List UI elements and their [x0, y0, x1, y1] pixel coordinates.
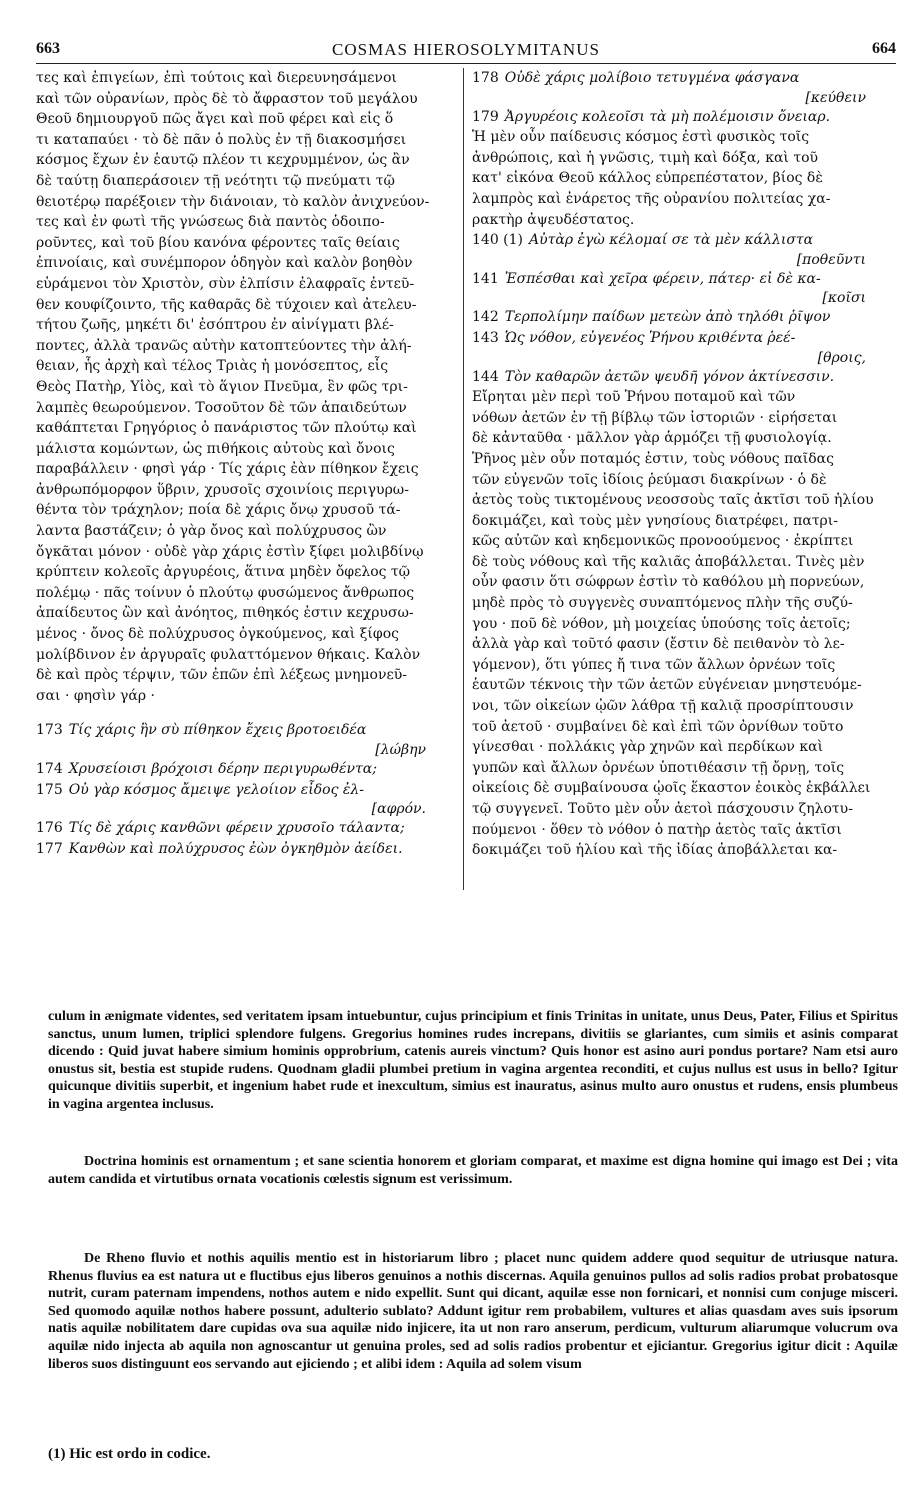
- header-rule: [36, 63, 896, 64]
- greek-column-right: [472, 68, 896, 861]
- prose-line: μολίβδινον ἐν ἀργυραῖς φυλαττόμενον θήκαις. Καλὸν: [36, 646, 421, 663]
- prose-line: ροῦντες, καὶ τοῦ βίου κανόνα φέροντες ταῖς θείαις: [36, 234, 400, 251]
- latin-text-1: culum in ænigmate videntes, sed veritatem ipsam intuebuntur, cujus principium et finis Trinitas in unitate, unus Deus, Pater, Filius et Spiritus sanctus, unum lumen, triplici splendore fulgens. Gregorius homines rudes increpans, divitiis se glariantes, cum simiis et asinis comparat dicendo : Quid juvat habere simium hominis opprobrium, catenis aureis vinctum? Quis honor est asino auri pondus portare? Nam etsi auro onustus sit, bestia est stupide rudens. Quodnam gladii plumbei pretium in vagina argentea reconditi, et cujus nullus est usus in bello? Igitur quicunque divitiis superbit, et ingenium habet rude et inexcultum, simius est inauratus, asinus multo auro onustus et rudens, ensis plumbeus in vagina argentea inclusus.: [48, 1009, 898, 1112]
- prose-line: γίνεσθαι · πολλάκις γὰρ χηνῶν καὶ περδίκων καὶ: [472, 739, 824, 756]
- prose-line: λαμπὲς θεωρούμενον. Τοσοῦτον δὲ τῶν ἀπαιδεύτων: [36, 399, 407, 416]
- prose-line: σαι · φησὶν γάρ ·: [36, 687, 155, 704]
- prose-line: δοκιμάζει τοῦ ἡλίου καὶ τῆς ἰδίας ἀποβάλλεται κα-: [472, 842, 838, 859]
- verse-text: Τίς δὲ χάρις κανθῶνι φέρειν χρυσοῖο τάλαντα;: [68, 820, 405, 837]
- verse-text: Αὐτὰρ ἐγὼ κέλομαί σε τὰ μὲν κάλλιστα: [529, 232, 814, 249]
- verse-text: Χρυσείοισι βρόχοισι δέρην περιγυρωθέντα;: [68, 761, 377, 777]
- prose-line: δὲ κἀνταῦθα · μᾶλλον γὰρ ἁρμόζει τῇ φυσιολογίᾳ.: [472, 430, 832, 447]
- prose-line: τες καὶ ἐπιγείων, ἐπὶ τούτοις καὶ διερευνησάμενοι: [36, 70, 397, 86]
- verse-number: 141: [472, 270, 499, 287]
- verse-line: [36, 720, 456, 741]
- verse-line: [472, 307, 896, 328]
- prose-line: τήτου ζωῆς, μηκέτι δι' ἐσόπτρου ἐν αἰνίγματι βλέ-: [36, 317, 394, 334]
- prose-line: ἀνθρώποις, καὶ ἡ γνῶσις, τιμὴ καὶ δόξα, καὶ τοῦ: [472, 149, 819, 166]
- prose-line: κόσμος ἔχων ἐν ἑαυτῷ πλέον τι κεχρυμμένον, ὡς ἂν: [36, 152, 410, 169]
- prose-line: νοι, τῶν οἰκείων ᾠῶν λάθρα τῇ καλιᾷ προσρίπτουσιν: [472, 698, 854, 715]
- verse-line: [36, 818, 456, 839]
- footnote: (1) Hic est ordo in codice.: [48, 1446, 211, 1462]
- prose-line: γόμενον), ὅτι γύπες ἤ τινα τῶν ἄλλων ὀρνέων τοῖς: [472, 656, 836, 673]
- prose-line: τοῦ ἀετοῦ · συμβαίνει δὲ καὶ ἐπὶ τῶν ὀρνίθων τοῦτο: [472, 718, 844, 735]
- latin-paragraph-3: [48, 1250, 898, 1373]
- prose-line: θέντα τὸν τράχηλον; ποία δὲ χάρις ὄνῳ χρυσοῦ τά-: [36, 502, 401, 519]
- latin-text-3: De Rheno fluvio et nothis aquilis mentio est in historiarum libro ; placet nunc quidem addere quod sequitur de utriusque natura. Rhenus fluvius ea est natura ut e fluctibus ejus liberos genuinos a nothis discernas. Aquila genuinos pullos ad solis radios probat probatosque nutrit, curam paternam impendens, nothos autem e nido expellit. Sunt qui dicant, aquilæ esse non fornicari, et nonnisi cum conjuge misceri. Sed quomodo aquilæ nothos habere possunt, adulterio sublato? Addunt igitur rem probabilem, vultures et alias quasdam aves suis ipsorum natis aquilæ nobilitatem dare cupidas ova sua aquilæ nido injicere, ita ut non raro anserum, perdicum, vulturum aliarumque volucrum ova aquilæ nido injecta ab aquila non agnoscantur ut genuina proles, sed ad solis radios probentur et ejiciantur. Gregorius igitur dicit : Aquilæ liberos suos distinguunt eos servando aut ejiciendo ; et alibi idem : Aquila ad solem visum: [48, 1251, 898, 1372]
- prose-line: γου · ποῦ δὲ νόθον, μὴ μοιχείας ὑπούσης τοῖς ἀετοῖς;: [472, 615, 851, 632]
- verse-line: [36, 780, 456, 801]
- verse-text: Τίς χάρις ἣν σὺ πίθηκον ἔχεις βροτοειδέα: [68, 722, 367, 739]
- prose-line: δὲ ταύτῃ διαπεράσοιεν τῇ νεότητι τῷ πνεύματι τῷ: [36, 172, 395, 189]
- page-number-right: 664: [872, 40, 896, 57]
- prose-line: ἐπινοίαις, καὶ συνέμπορον ὁδηγὸν καὶ καλὸν βοηθὸν: [36, 255, 413, 272]
- prose-line: ὄγκᾶται μόνον · οὐδὲ γὰρ χάρις ἐστὶν ξίφει μολιβδίνῳ: [36, 543, 424, 560]
- verse-line: [472, 367, 896, 388]
- verse-number: 175: [36, 781, 63, 798]
- prose-line: κατ' εἰκόνα Θεοῦ κάλλος εὐπρεπέστατον, βίος δὲ: [472, 170, 823, 187]
- verse-continuation: [ποθεῦντι: [796, 251, 866, 268]
- verse-line: [472, 328, 896, 349]
- prose-line: παραβάλλειν · φησὶ γάρ · Τίς χάρις ἐὰν πίθηκον ἔχεις: [36, 461, 419, 478]
- prose-line: μένος · ὄνος δὲ πολύχρυσος ὀγκούμενος, καὶ ξίφος: [36, 626, 399, 643]
- prose-line: ἀλλὰ γὰρ καὶ τοῦτό φασιν (ἔστιν δὲ πειθανὸν τὸ λε-: [472, 636, 845, 653]
- verse-number: 178: [472, 70, 499, 86]
- latin-paragraph-2: [48, 1153, 898, 1188]
- verse-continuation: [αφρόν.: [371, 801, 426, 818]
- prose-line: θεν κουφίζοιντο, τῆς καθαρᾶς δὲ τύχοιεν καὶ ἀτελευ-: [36, 296, 417, 313]
- prose-line: τῶν εὐγενῶν τοῖς ἰδίοις ῥεύμασι διακρίνων · ὁ δὲ: [472, 471, 827, 488]
- verse-text: Τὸν καθαρῶν ἀετῶν ψευδῆ γόνον ἀκτίνεσσιν.: [504, 368, 835, 385]
- latin-paragraph-1: [48, 1008, 898, 1114]
- verse-number: 179: [472, 108, 499, 125]
- prose-line: δὲ τοὺς νόθους καὶ τῆς καλιᾶς ἀποβάλλεται. Τινὲς μὲν: [472, 553, 865, 570]
- prose-line: οὖν φασιν ὅτι σώφρων ἐστὶν τὸ καθόλου μὴ πορνεύων,: [472, 574, 865, 591]
- verse-number: 176: [36, 820, 63, 837]
- verse-number: 174: [36, 761, 63, 777]
- prose-line: πούμενοι · ὅθεν τὸ νόθον ὁ πατὴρ ἀετὸς ταῖς ἀκτῖσι: [472, 821, 842, 838]
- prose-line: ἀετὸς τοὺς τικτομένους νεοσσοὺς ταῖς ἀκτῖσι τοῦ ἡλίου: [472, 492, 874, 509]
- verse-number: 143: [472, 329, 499, 346]
- latin-text-2: Doctrina hominis est ornamentum ; et sane scientia honorem et gloriam comparat, et maxime est digna homine qui imago est Dei ; vita autem candida et virtutibus ornata vocationis cœlestis signum est verissimum.: [48, 1154, 898, 1187]
- page-number-left: 663: [36, 40, 60, 57]
- verse-line: [472, 107, 896, 128]
- column-divider: [463, 68, 464, 890]
- verse-text: Οὐ γὰρ κόσμος ἄμειψε γελοίιον εἶδος ἐλ-: [68, 781, 364, 798]
- verse-line: [472, 230, 896, 251]
- prose-line: ἀνθρωπόμορφον ὕβριν, χρυσοῖς σχοινίοις περιγυρω-: [36, 481, 409, 498]
- prose-line: Εἴρηται μὲν περὶ τοῦ Ῥήνου ποταμοῦ καὶ τῶν: [472, 389, 796, 406]
- prose-line: ποντες, ἀλλὰ τρανῶς αὐτὴν κατοπτεύοντες τὴν ἀλή-: [36, 337, 412, 354]
- verse-number: 144: [472, 368, 499, 385]
- verse-number: 140 (1): [472, 232, 524, 249]
- prose-line: οἰκείοις δὲ συμβαίνουσα ᾠοῖς ἕκαστον ἐοικὸς ἐκβάλλει: [472, 780, 871, 797]
- prose-line: Ῥῆνος μὲν οὖν ποταμός ἐστιν, τοὺς νόθους παῖδας: [472, 450, 834, 467]
- prose-line: δὲ καὶ πρὸς τέρψιν, τῶν ἐπῶν ἐπὶ λέξεως μνημονεῦ-: [36, 667, 407, 684]
- prose-line: ἑαυτῶν τέκνοις τὴν τῶν ἀετῶν εὐγένειαν μνηστευόμε-: [472, 677, 862, 694]
- prose-line: ἀπαίδευτος ὢν καὶ ἀνόητος, πιθηκός ἐστιν κεχρυσω-: [36, 605, 414, 622]
- prose-line: θειαν, ἧς ἀρχὴ καὶ τέλος Τριὰς ἡ μονόσεπτος, εἷς: [36, 358, 389, 375]
- verse-number: 173: [36, 722, 63, 739]
- prose-line: κῶς αὐτῶν καὶ κηδεμονικῶς προνοούμενος · ἐκρίπτει: [472, 533, 854, 550]
- verse-text: Ὡς νόθον, εὐγενέος Ῥήνου κριθέντα ῥεέ-: [504, 329, 796, 346]
- verse-continuation: [κεύθειν: [805, 89, 866, 106]
- prose-line: καθάπτεται Γρηγόριος ὁ πανάριστος τῶν πλούτῳ καὶ: [36, 420, 417, 437]
- verse-continuation: [λώβην: [375, 742, 426, 758]
- prose-line: Θεοῦ δημιουργοῦ πῶς ἄγει καὶ ποῦ φέρει καὶ εἰς ὅ: [36, 111, 394, 128]
- prose-line: ρακτὴρ ἀψευδέστατος.: [472, 211, 635, 228]
- prose-line: τῷ συγγενεῖ. Τοῦτο μὲν οὖν ἀετοὶ πάσχουσιν ζηλοτυ-: [472, 801, 853, 817]
- prose-line: μάλιστα κομώντων, ὡς πιθήκοις αὐτοὺς καὶ ὄνοις: [36, 440, 395, 457]
- prose-line: τι καταπαύει · τὸ δὲ πᾶν ὁ πολὺς ἐν τῇ διακοσμήσει: [36, 131, 407, 148]
- prose-line: δοκιμάζει, καὶ τοὺς μὲν γνησίους διατρέφει, πατρι-: [472, 512, 839, 529]
- verse-line: [36, 839, 456, 860]
- verse-line: [472, 68, 896, 89]
- prose-line: Θεὸς Πατὴρ, Υἱὸς, καὶ τὸ ἅγιον Πνεῦμα, ἓν φῶς τρι-: [36, 378, 408, 395]
- verse-text: Κανθὼν καὶ πολύχρυσος ἐὼν ὀγκηθμὸν ἀείδει.: [68, 840, 403, 857]
- verse-continuation: [θροις,: [817, 349, 866, 366]
- prose-line: θειοτέρῳ παρέξοιεν τὴν διάνοιαν, τὸ καλὸν ἀνιχνεύον-: [36, 193, 430, 210]
- verse-line: [472, 269, 896, 290]
- prose-line: τες καὶ ἐν φωτὶ τῆς γνώσεως διὰ παντὸς ὁδοιπο-: [36, 214, 385, 231]
- prose-line: λαντα βαστάζειν; ὁ γὰρ ὄνος καὶ πολύχρυσος ὢν: [36, 523, 387, 540]
- verse-text: Ἀργυρέοις κολεοῖσι τὰ μὴ πολέμοισιν ὄνειαρ.: [504, 108, 831, 125]
- prose-line: Ἡ μὲν οὖν παίδευσις κόσμος ἐστὶ φυσικὸς τοῖς: [472, 129, 810, 146]
- verse-continuation: [κοῖσι: [822, 290, 866, 307]
- verse-number: 142: [472, 309, 499, 326]
- prose-line: πολέμῳ · πᾶς τοίνυν ὁ πλούτῳ φυσώμενος ἄνθρωπος: [36, 584, 415, 601]
- verse-line: [36, 759, 456, 780]
- page-header: [36, 40, 896, 62]
- prose-line: εὑράμενοι τὸν Χριστὸν, σὺν ἐλπίσιν ἐλαφραῖς ἐντεῦ-: [36, 275, 415, 292]
- prose-line: καὶ τῶν οὐρανίων, πρὸς δὲ τὸ ἄφραστον τοῦ μεγάλου: [36, 90, 418, 107]
- verse-number: 177: [36, 840, 63, 857]
- prose-line: μηδὲ πρὸς τὸ συγγενὲς συναπτόμενος πλὴν τῆς συζύ-: [472, 595, 853, 612]
- prose-line: νόθων ἀετῶν ἐν τῇ βίβλῳ τῶν ἱστοριῶν · εἰρήσεται: [472, 409, 838, 426]
- verse-text: Οὐδὲ χάρις μολίβοιο τετυγμένα φάσγανα: [504, 70, 800, 86]
- prose-line: γυπῶν καὶ ἄλλων ὀρνέων ὑποτιθέασιν τῇ ὄρνῃ, τοῖς: [472, 759, 845, 776]
- greek-column-left: [36, 68, 456, 859]
- prose-line: λαμπρὸς καὶ ἐνάρετος τῆς οὐρανίου πολιτείας χα-: [472, 190, 831, 207]
- prose-line: κρύπτειν κολεοῖς ἀργυρέοις, ἅτινα μηδὲν ὄφελος τῷ: [36, 564, 411, 581]
- verse-text: Τερπολίμην παίδων μετεὼν ἀπὸ τηλόθι ῥῖψον: [504, 309, 831, 326]
- running-title: COSMAS HIEROSOLYMITANUS: [332, 40, 600, 59]
- verse-text: Ἐσπέσθαι καὶ χεῖρα φέρειν, πάτερ· εἰ δὲ κα-: [504, 270, 821, 287]
